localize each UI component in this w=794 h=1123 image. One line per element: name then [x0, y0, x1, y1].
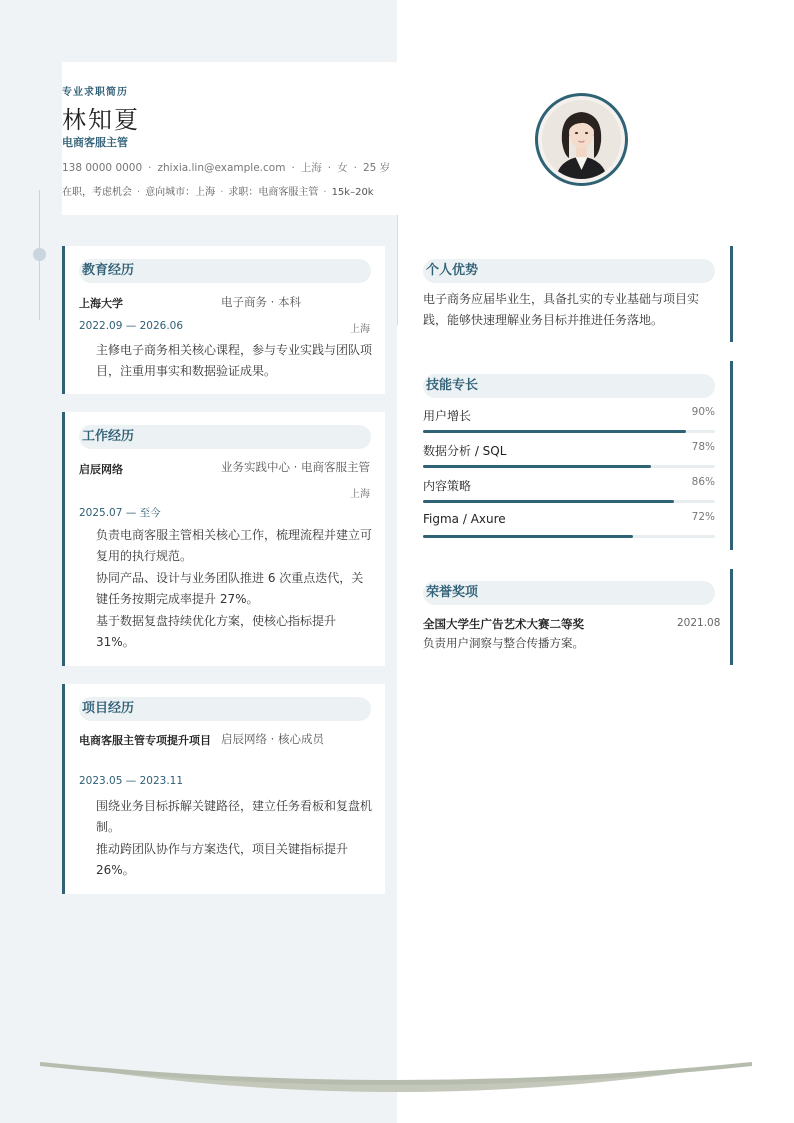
work-title: 工作经历 — [79, 425, 371, 449]
award-date: 2021.08 — [677, 617, 721, 629]
project-section — [62, 684, 385, 894]
skill-bar-track — [423, 430, 715, 433]
project-role: 启辰网络 · 核心成员 — [221, 732, 324, 746]
work-department: 业务实践中心 · 电商客服主管 — [221, 460, 370, 474]
advantage-title: 个人优势 — [423, 259, 715, 283]
skill-percent: 78% — [691, 441, 715, 453]
major-degree: 电子商务 · 本科 — [221, 295, 301, 309]
project-item: 围绕业务目标拆解关键路径，建立任务看板和复盘机制。 — [96, 799, 373, 834]
work-item: 基于数据复盘持续优化方案，使核心指标提升 31%。 — [96, 614, 337, 649]
skill-name: Figma / Axure — [423, 512, 506, 526]
city: 上海 — [300, 162, 322, 174]
job-status: 在职，考虑机会 · 意向城市：上海 · 求职：电商客服主管 · 15k–20k — [62, 187, 374, 198]
project-date: 2023.05 — 2023.11 — [79, 775, 184, 787]
project-name: 电商客服主管专项提升项目 — [79, 734, 211, 747]
education-date: 2022.09 — 2026.06 — [79, 320, 184, 332]
gender: 女 — [337, 162, 348, 174]
skill-name: 数据分析 / SQL — [423, 444, 507, 458]
skills-section — [423, 361, 733, 550]
advantage-text: 电子商务应届毕业生，具备扎实的专业基础与项目实践，能够快速理解业务目标并推进任务落地。 — [423, 292, 700, 327]
education-description: 主修电子商务相关核心课程，参与专业实践与团队项目，注重用事实和数据验证成果。 — [96, 343, 373, 378]
candidate-name: 林知夏 — [62, 106, 140, 134]
contact-info: 138 0000 0000 · zhixia.lin@example.com · 上海 · 女 · 25 岁 — [62, 162, 391, 174]
work-location: 上海 — [350, 489, 370, 500]
work-section — [62, 412, 385, 666]
skills-title: 技能专长 — [423, 374, 715, 398]
email: zhixia.lin@example.com — [157, 162, 286, 174]
advantage-section — [423, 246, 733, 342]
skill-name: 内容策略 — [423, 479, 472, 493]
awards-section — [423, 569, 733, 665]
skill-bar-fill — [423, 430, 686, 433]
footer-wave — [40, 1058, 752, 1098]
target-city: 意向城市：上海 — [145, 187, 216, 198]
project-item: 推动跨团队协作与方案迭代，项目关键指标提升 26%。 — [96, 842, 349, 877]
skill-bar-fill — [423, 500, 674, 503]
award-name: 全国大学生广告艺术大赛二等奖 — [423, 617, 584, 631]
skill-percent: 72% — [691, 511, 715, 523]
company-name: 启辰网络 — [79, 463, 123, 476]
school-name: 上海大学 — [79, 297, 123, 310]
work-date: 2025.07 — 至今 — [79, 507, 161, 519]
work-item: 负责电商客服主管相关核心工作，梳理流程并建立可复用的执行规范。 — [96, 528, 373, 563]
skill-bar-fill — [423, 465, 651, 468]
project-title: 项目经历 — [79, 697, 371, 721]
skill-bar-track — [423, 535, 715, 538]
skill-bar-fill — [423, 535, 633, 538]
skill-bar-track — [423, 465, 715, 468]
work-item: 协同产品、设计与业务团队推进 6 次重点迭代，关键任务按期完成率提升 27%。 — [96, 571, 364, 606]
education-location: 上海 — [350, 324, 370, 335]
skill-percent: 90% — [691, 406, 715, 418]
resume-tagline: 专业求职简历 — [62, 87, 128, 98]
education-title: 教育经历 — [79, 259, 371, 283]
resume-header — [62, 62, 733, 215]
employment-status: 在职，考虑机会 — [62, 187, 132, 198]
target-role: 电商客服主管 — [62, 136, 128, 149]
avatar — [535, 93, 628, 186]
award-description: 负责用户洞察与整合传播方案。 — [423, 636, 584, 650]
awards-title: 荣誉奖项 — [423, 581, 715, 605]
salary-range: 15k–20k — [331, 187, 374, 198]
age: 25 岁 — [362, 162, 391, 174]
skill-bar-track — [423, 500, 715, 503]
skill-percent: 86% — [691, 476, 715, 488]
portrait-icon — [542, 100, 621, 179]
phone: 138 0000 0000 — [62, 162, 143, 174]
column-divider — [397, 215, 398, 325]
target-position: 求职：电商客服主管 — [228, 187, 319, 198]
decorative-dot — [33, 248, 46, 261]
skill-name: 用户增长 — [423, 409, 472, 423]
education-section — [62, 246, 385, 394]
